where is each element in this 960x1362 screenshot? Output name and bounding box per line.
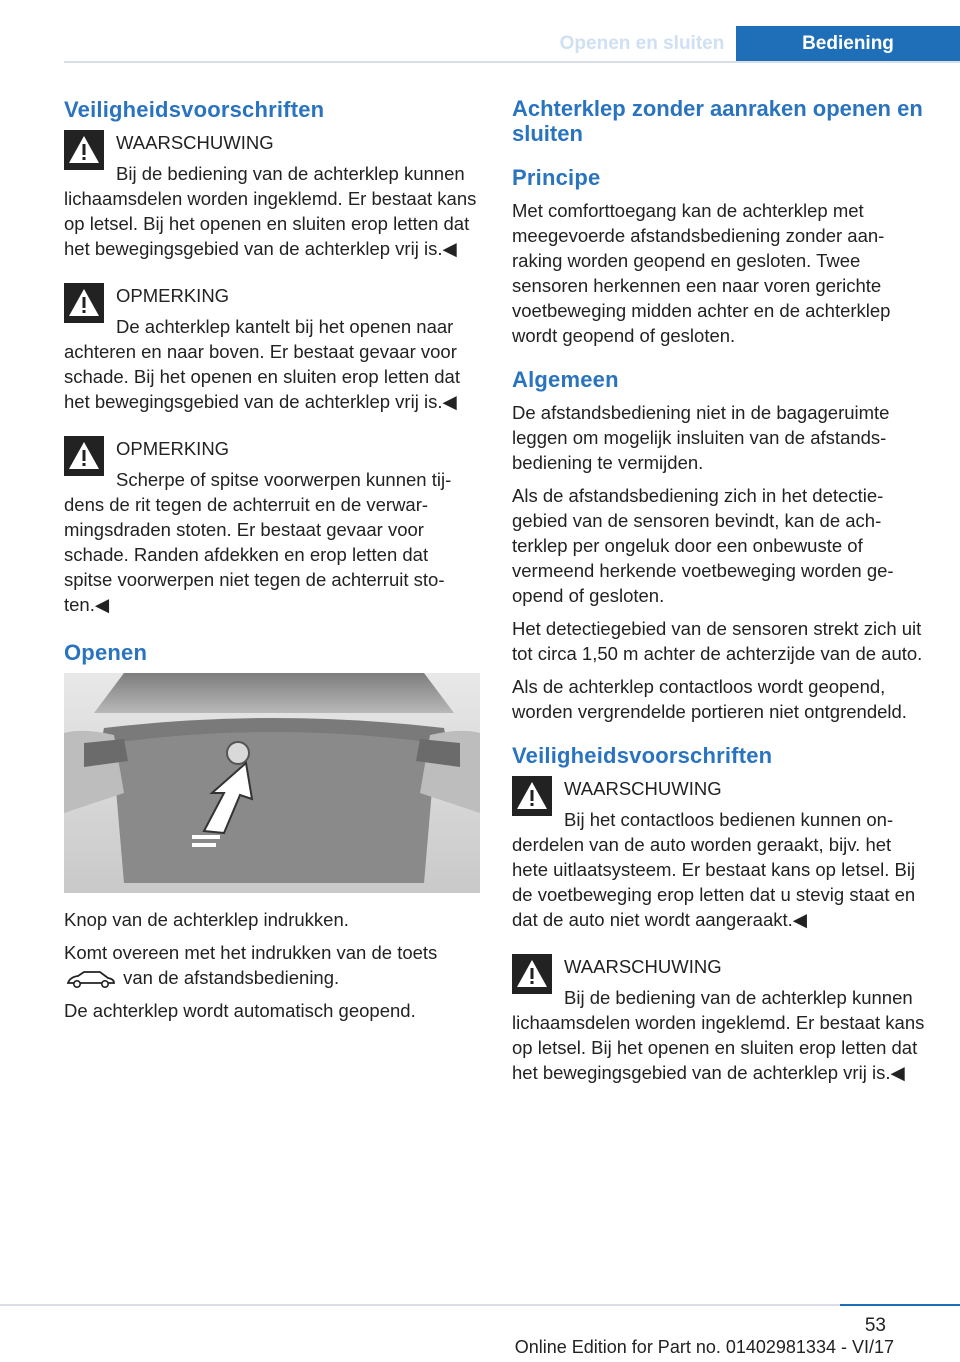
- warning-heading: WAARSCHUWING: [116, 132, 274, 153]
- paragraph-principe: Met comforttoegang kan de achterklep met meegevoerde afstandsbediening zonder aanraking worden geopend en gesloten. Twee sensoren herkennen een naar voren gerichte voetbeweging midden achter en de achterklep wordt geopend of gesloten.: [512, 200, 891, 346]
- paragraph-key: [64, 940, 480, 990]
- warning-text: Bij het contactloos bedienen kunnen onderdelen van de auto worden geraakt, bijv. het hete uitlaatsysteem. Er bestaat kans op letsel. Bij de voetbeweging erop letten dat u stevig staat en dat de auto niet wordt aangeraakt.◀: [512, 809, 916, 930]
- caption-button: Knop van de achterklep indrukken.: [64, 909, 349, 930]
- car-tailgate-key-icon: [64, 968, 118, 990]
- warning-heading: WAARSCHUWING: [564, 956, 722, 977]
- footer-divider: [0, 1304, 960, 1306]
- heading-veiligheidsvoorschriften: Veiligheidsvoorschriften: [512, 743, 773, 768]
- notice-text: Scherpe of spitse voorwerpen kunnen tijdens de rit tegen de achterruit en de verwarmingsdraden stoten. Er bestaat gevaar voor schade. Randen afdekken en erop letten dat spitse voorwerpen niet tegen de achterruit stoten.◀: [64, 469, 452, 615]
- warning-triangle-icon: [64, 283, 104, 323]
- paragraph-auto-open: De achterklep wordt automatisch geopend.: [64, 1000, 416, 1022]
- edition-note: Online Edition for Part no. 01402981334 - VI/17: [514, 1337, 894, 1357]
- page-number: 53: [864, 1315, 886, 1336]
- header-chapter-tab: Bediening: [736, 26, 960, 62]
- paragraph-algemeen: Als de achterklep contactloos wordt geopend, worden vergrendelde portieren niet ontgrendeld.: [512, 676, 907, 722]
- warning-text: Bij de bediening van de achterklep kunnen lichaamsdelen worden ingeklemd. Er bestaat kans op letsel. Bij het openen en sluiten erop letten dat het bewegingsgebied van de achterklep vrij is.◀: [512, 987, 925, 1083]
- notice-heading: OPMERKING: [116, 438, 230, 459]
- left-column: [64, 96, 480, 1031]
- notice-text: De achterklep kantelt bij het openen naar achteren en naar boven. Er bestaat gevaar voor schade. Bij het openen en sluiten erop letten dat het bewegingsgebied van de achterklep vrij is.◀: [64, 316, 460, 412]
- heading-principe: Principe: [512, 165, 601, 190]
- paragraph-algemeen: De afstandsbediening niet in de bagageruimte leggen om mogelijk insluiten van de afstandsbediening te vermijden.: [512, 402, 890, 473]
- warning-triangle-icon: [512, 954, 552, 994]
- warning-triangle-icon: [512, 776, 552, 816]
- warning-triangle-icon: [64, 436, 104, 476]
- header-divider: [64, 61, 960, 63]
- tailgate-illustration: [64, 673, 480, 893]
- paragraph-algemeen: Als de afstandsbediening zich in het detectiegebied van de sensoren bevindt, kan de achterklep per ongeluk door een onbewuste of vermeend herkende voetbeweging worden geopend of gesloten.: [512, 485, 894, 606]
- right-column: [512, 96, 928, 1107]
- warning-heading: WAARSCHUWING: [564, 778, 722, 799]
- paragraph-key-end: van de afstandsbediening.: [118, 967, 340, 988]
- heading-contactless-tailgate: Achterklep zonder aanraken openen en sluiten: [512, 96, 923, 146]
- notice-block: [64, 436, 480, 617]
- warning-block: [64, 130, 480, 261]
- heading-openen: Openen: [64, 640, 148, 665]
- heading-algemeen: Algemeen: [512, 367, 619, 392]
- warning-text: Bij de bediening van de achterklep kunnen lichaamsdelen worden ingeklemd. Er bestaat kans op letsel. Bij het openen en sluiten erop letten dat het bewegingsgebied van de achterklep vrij is.◀: [64, 163, 477, 259]
- paragraph-key-start: Komt overeen met het indrukken van de toets: [64, 942, 438, 963]
- warning-triangle-icon: [64, 130, 104, 170]
- notice-heading: OPMERKING: [116, 285, 230, 306]
- notice-block: [64, 283, 480, 414]
- header-section-title: Openen en sluiten: [548, 26, 736, 62]
- paragraph-algemeen: Het detectiegebied van de sensoren strekt zich uit tot circa 1,50 m achter de achterzijde van de auto.: [512, 618, 923, 664]
- warning-block: [512, 954, 928, 1085]
- warning-block: [512, 776, 928, 932]
- heading-veiligheidsvoorschriften: Veiligheidsvoorschriften: [64, 97, 325, 122]
